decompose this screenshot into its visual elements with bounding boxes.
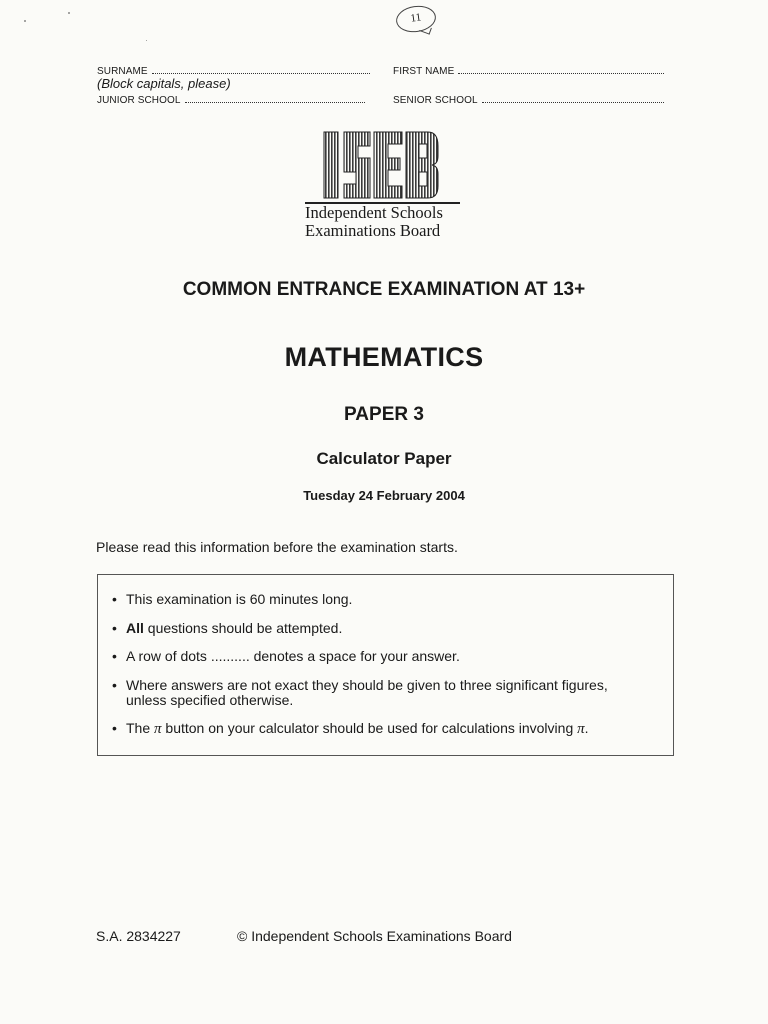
- scan-speck: [146, 40, 147, 41]
- instruction-text: .: [584, 720, 589, 736]
- exam-date: Tuesday 24 February 2004: [303, 488, 465, 503]
- instruction-text-line1: Where answers are not exact they should be given to three significant figures,: [126, 677, 608, 693]
- senior-school-label: SENIOR SCHOOL: [393, 95, 478, 106]
- junior-school-answer-dots[interactable]: [185, 94, 365, 103]
- first-name-answer-dots[interactable]: [458, 65, 664, 74]
- senior-school-field[interactable]: [393, 94, 664, 106]
- handwritten-page-mark: 11: [394, 3, 437, 34]
- instruction-item: [112, 720, 646, 737]
- block-capitals-note: (Block capitals, please): [97, 76, 231, 91]
- instruction-emphasis: All: [126, 620, 144, 636]
- bullet: •: [112, 591, 117, 607]
- instruction-text: A row of dots .......... denotes a space for your answer.: [126, 648, 460, 664]
- paper-type: Calculator Paper: [316, 449, 452, 468]
- exam-title: COMMON ENTRANCE EXAMINATION AT 13+: [182, 279, 586, 300]
- document-code: S.A. 2834227: [96, 928, 181, 944]
- instructions-box: [97, 574, 674, 756]
- senior-school-answer-dots[interactable]: [482, 94, 664, 103]
- first-name-label: FIRST NAME: [393, 66, 455, 77]
- instruction-text: button on your calculator should be used for calculations involving: [161, 720, 578, 736]
- iseb-logo: [322, 130, 442, 202]
- logo-caption: [305, 204, 465, 240]
- instruction-text: questions should be attempted.: [143, 620, 343, 636]
- bullet: •: [112, 720, 117, 736]
- bullet: •: [112, 620, 117, 636]
- scan-speck: [68, 12, 70, 14]
- pi-symbol: π: [154, 721, 162, 737]
- junior-school-field[interactable]: [97, 94, 365, 106]
- surname-answer-dots[interactable]: [152, 65, 370, 74]
- instruction-item: [112, 677, 646, 708]
- subject-title: MATHEMATICS: [284, 342, 484, 372]
- instruction-text: The: [126, 720, 155, 736]
- bullet: •: [112, 677, 117, 693]
- copyright-notice: © Independent Schools Examinations Board: [237, 928, 512, 944]
- instructions-intro: Please read this information before the examination starts.: [96, 539, 458, 555]
- scan-speck: [24, 20, 26, 22]
- instruction-item: [112, 620, 646, 636]
- surname-label: SURNAME: [97, 66, 148, 77]
- logo-caption-line2: Examinations Board: [305, 221, 441, 240]
- instruction-item: [112, 591, 646, 607]
- instruction-text: This examination is 60 minutes long.: [126, 591, 353, 607]
- instruction-item: [112, 648, 646, 664]
- bullet: •: [112, 648, 117, 664]
- first-name-field[interactable]: [393, 65, 664, 77]
- instruction-text-line2: unless specified otherwise.: [126, 692, 294, 708]
- pi-symbol: π: [577, 721, 585, 737]
- junior-school-label: JUNIOR SCHOOL: [97, 95, 181, 106]
- paper-number: PAPER 3: [344, 404, 424, 425]
- logo-caption-line1: Independent Schools: [305, 203, 443, 222]
